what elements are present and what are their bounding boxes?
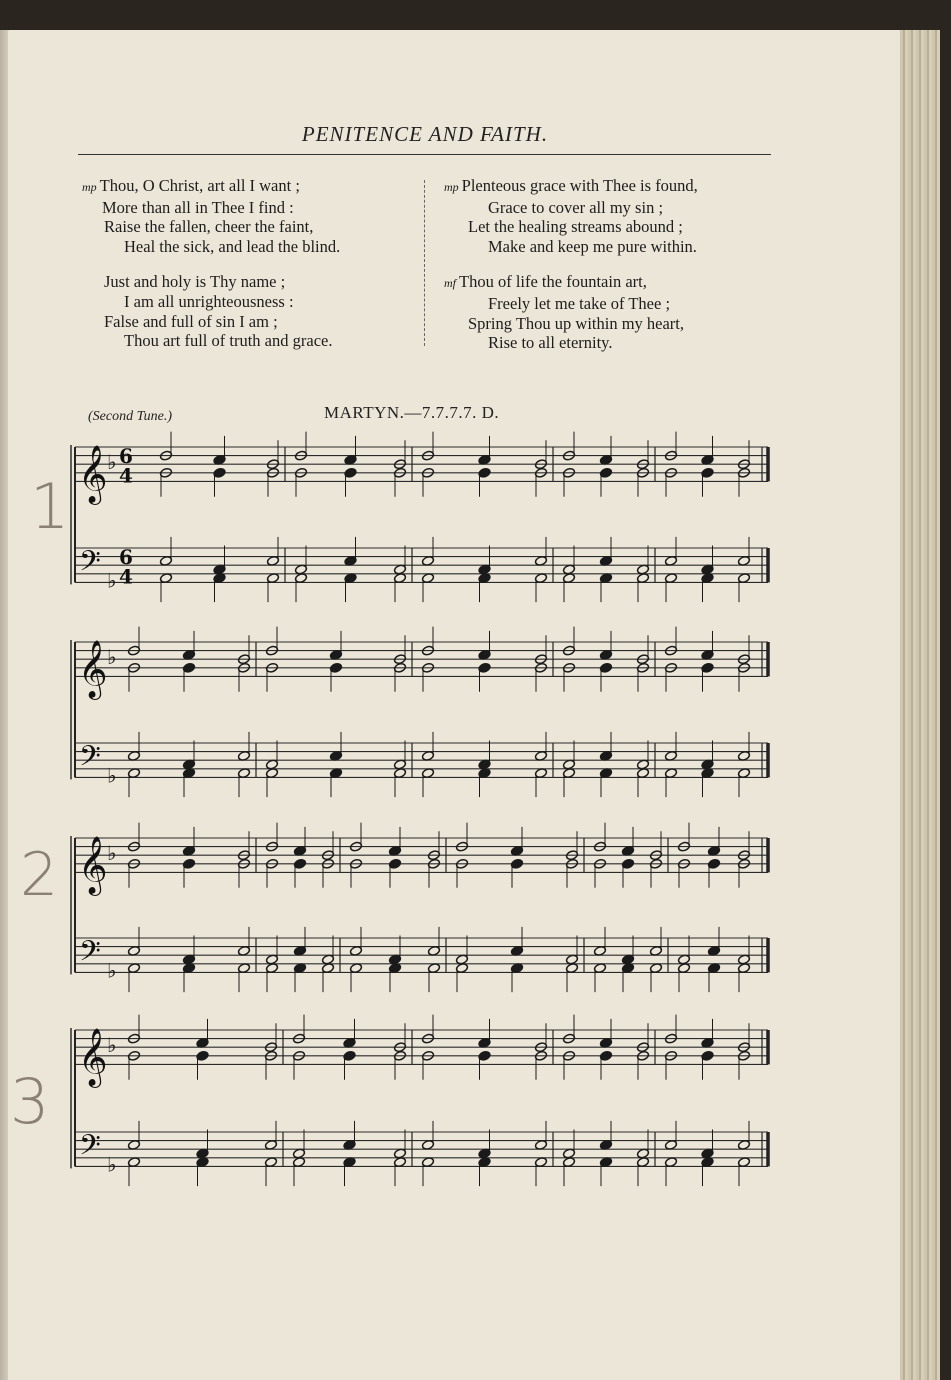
treble-clef: 𝄞 (78, 1027, 108, 1086)
handwritten-mark: 3 (10, 1065, 50, 1138)
key-signature-flat: ♭ (107, 763, 117, 788)
time-signature-top: 6 (119, 444, 133, 469)
key-signature-flat: ♭ (107, 841, 117, 866)
key-signature-flat: ♭ (107, 568, 117, 593)
verse-line: Freely let me take of Thee ; (488, 293, 671, 313)
verse-line: Make and keep me pure within. (488, 236, 697, 256)
verse-line: Raise the fallen, cheer the faint, (104, 217, 314, 237)
treble-clef: 𝄞 (78, 835, 108, 894)
verse-line: I am all unrighteousness : (124, 291, 294, 311)
time-signature-bottom: 4 (119, 463, 133, 488)
verse-line: Grace to cover all my sin ; (488, 197, 664, 217)
running-head: PENITENCE AND FAITH. (301, 122, 549, 146)
bass-clef: 𝄢 (79, 739, 101, 780)
tune-name: MARTYN.—7.7.7.7. D. (324, 403, 500, 422)
treble-clef: 𝄞 (78, 444, 108, 503)
treble-clef: 𝄞 (78, 639, 108, 698)
verse-line: mp Thou, O Christ, art all I want ; (82, 176, 300, 195)
dynamic-mark: mf (444, 276, 456, 291)
bass-clef: 𝄢 (79, 544, 101, 585)
key-signature-flat: ♭ (107, 1033, 117, 1058)
verse-line: mp Plenteous grace with Thee is found, (444, 176, 698, 195)
dynamic-mark: mp (82, 180, 97, 194)
handwritten-mark: 2 (20, 840, 59, 910)
key-signature-flat: ♭ (107, 958, 117, 983)
handwritten-mark: 1 (30, 470, 70, 543)
time-signature-bottom: 4 (119, 564, 133, 589)
verse-line: More than all in Thee I find : (102, 197, 294, 217)
verse-line: False and full of sin I am ; (104, 311, 278, 331)
tune-label: (Second Tune.) (88, 409, 172, 424)
verse-line: Thou art full of truth and grace. (124, 331, 333, 351)
bass-clef: 𝄢 (79, 934, 101, 975)
verse-line: Rise to all eternity. (488, 333, 613, 353)
dynamic-mark: mp (444, 180, 459, 194)
verse-line: Just and holy is Thy name ; (104, 272, 286, 292)
key-signature-flat: ♭ (107, 1152, 117, 1177)
time-signature-top: 6 (119, 545, 133, 570)
verse-line: Spring Thou up within my heart, (468, 313, 685, 333)
verse-line: mf Thou of life the fountain art, (444, 272, 647, 292)
verse-line: Heal the sick, and lead the blind. (124, 236, 341, 256)
bass-clef: 𝄢 (79, 1128, 101, 1169)
verse-line: Let the healing streams abound ; (468, 217, 683, 237)
key-signature-flat: ♭ (107, 645, 117, 670)
key-signature-flat: ♭ (107, 450, 117, 475)
